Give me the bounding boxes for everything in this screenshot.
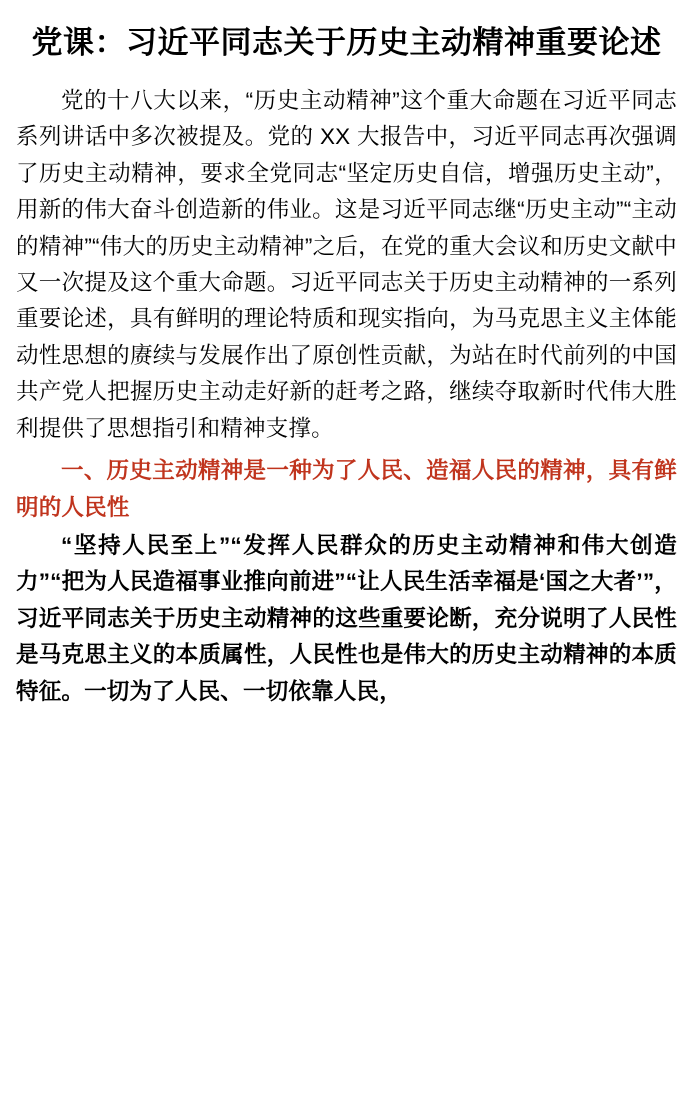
paragraph-section-1-body: “坚持人民至上”“发挥人民群众的历史主动精神和伟大创造力”“把为人民造福事业推向前进”“让人民生活幸福是‘国之大者’”，习近平同志关于历史主动精神的这些重要论断，充分说明了人民性是马克思主义的本质属性，人民性也是伟大的历史主动精神的本质特征。一切为了人民、一切依靠人民，	[16, 533, 677, 704]
page-title: 党课：习近平同志关于历史主动精神重要论述	[31, 25, 662, 60]
paragraph-intro: 党的十八大以来，“历史主动精神”这个重大命题在习近平同志系列讲话中多次被提及。党的 XX 大报告中，习近平同志再次强调了历史主动精神，要求全党同志“坚定历史自信，增强历史主动”，用新的伟大奋斗创造新的伟业。这是习近平同志继“历史主动”“主动的精神”“伟大的历史主动精神”之后，在党的重大会议和历史文献中又一次提及这个重大命题。习近平同志关于历史主动精神的一系列重要论述，具有鲜明的理论特质和现实指向，为马克思主义主体能动性思想的赓续与发展作出了原创性贡献，为站在时代前列的中国共产党人把握历史主动走好新的赶考之路，继续夺取新时代伟大胜利提供了思想指引和精神支撑。	[16, 87, 677, 441]
section-heading-1: 一、历史主动精神是一种为了人民、造福人民的精神，具有鲜明的人民性	[16, 458, 677, 520]
